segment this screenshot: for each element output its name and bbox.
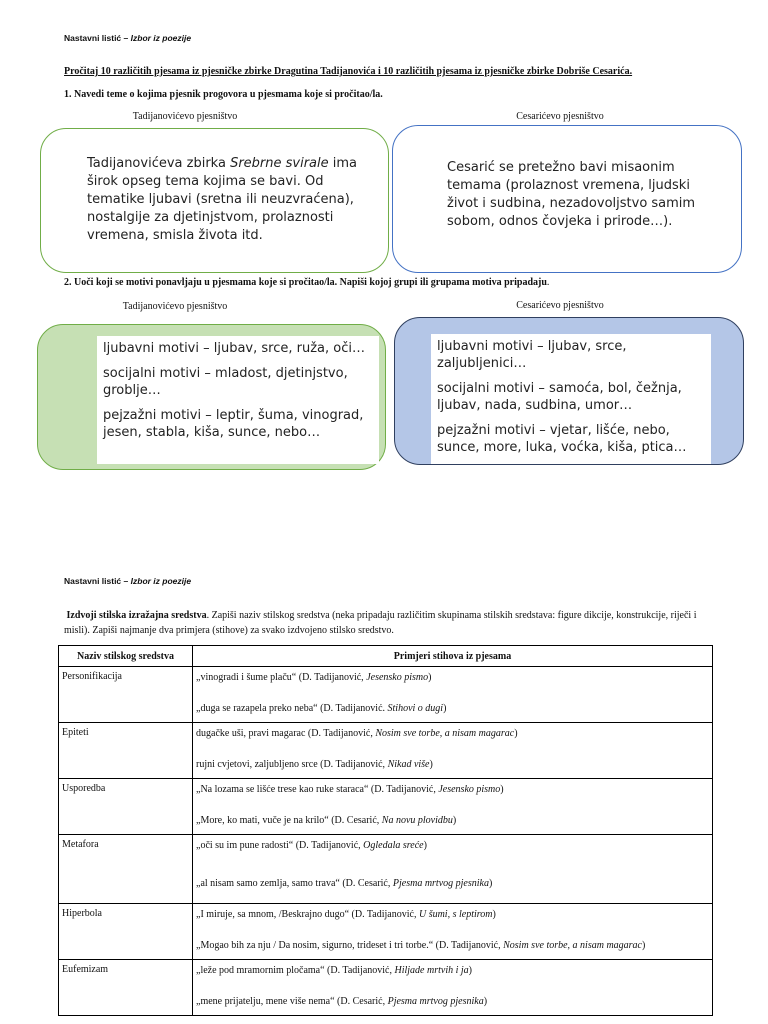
list-item: socijalni motivi – samoća, bol, čežnja, ljubav, nada, sudbina, umor… xyxy=(437,381,682,413)
page-header: Nastavni listić – Izbor iz poezije xyxy=(64,33,192,43)
table-row xyxy=(59,667,713,723)
list-item: pejzažni motivi – leptir, šuma, vinograd, jesen, stabla, kiša, sunce, nebo… xyxy=(103,408,364,440)
device-examples[interactable] xyxy=(193,779,713,835)
device-name: Personifikacija xyxy=(59,667,193,723)
device-name: Metafora xyxy=(59,835,193,904)
column-header-examples: Primjeri stihova iz pjesama xyxy=(193,646,713,667)
example-line: „vinogradi i šume plaču“ (D. Tadijanović, Jesensko pismo) xyxy=(196,672,432,683)
list-item: ljubavni motivi – ljubav, srce, ruža, oči… xyxy=(103,341,365,356)
list-item: socijalni motivi – mladost, djetinjstvo, groblje… xyxy=(103,366,348,398)
list-item: ljubavni motivi – ljubav, srce, zaljubljenici… xyxy=(437,339,627,371)
table-row xyxy=(59,779,713,835)
question-1: 1. Navedi teme o kojima pjesnik progovora u pjesmama koje si pročitao/la. xyxy=(64,89,383,100)
header-subtitle: Izbor iz poezije xyxy=(130,33,192,43)
page-2-header: Nastavni listić – Izbor iz poezije xyxy=(64,576,192,586)
device-name: Hiperbola xyxy=(59,904,193,960)
question-2: 2. Uoči koji se motivi ponavljaju u pjesmama koje si pročitao/la. Napiši kojoj grupi ili grupama motiva pripadaju. xyxy=(64,277,550,288)
q1-right-caption: Cesarićevo pjesništvo xyxy=(516,111,604,122)
q1-left-answer-box[interactable]: Tadijanovićeva zbirka Srebrne svirale ima širok opseg tema kojima se bavi. Od tematike ljubavi (sretna ili neuzvraćena), nostalgije za djetinjstvom, prolaznosti vremena, smisla života itd. xyxy=(40,128,389,273)
stylistic-devices-table xyxy=(58,645,713,1016)
table-row xyxy=(59,904,713,960)
q2-left-caption: Tadijanovićevo pjesništvo xyxy=(122,301,228,312)
intro-instruction: Pročitaj 10 različitih pjesama iz pjesničke zbirke Dragutina Tadijanovića i 10 različitih pjesama iz pjesničke zbirke Dobriše Cesarića. xyxy=(64,66,633,77)
q1-left-caption: Tadijanovićevo pjesništvo xyxy=(132,111,238,122)
example-line: „oči su im pune radosti“ (D. Tadijanović, Ogledala sreće) xyxy=(196,840,427,851)
table-header-row xyxy=(59,646,713,667)
example-line: „duga se razapela preko neba“ (D. Tadijanović. Stihovi o dugi) xyxy=(196,703,447,714)
q2-right-caption: Cesarićevo pjesništvo xyxy=(516,300,604,311)
example-line: rujni cvjetovi, zaljubljeno srce (D. Tadijanović, Nikad više) xyxy=(196,759,433,770)
q2-left-answer[interactable] xyxy=(97,336,379,464)
table-row xyxy=(59,960,713,1016)
header-subtitle: Izbor iz poezije xyxy=(130,576,192,586)
column-header-device: Naziv stilskog sredstva xyxy=(59,646,193,667)
example-line: „Mogao bih za nju / Da nosim, sigurno, trideset i tri torbe.“ (D. Tadijanović, Nosim sve torbe, a nisam magarac) xyxy=(196,940,646,951)
example-line: „leže pod mramornim pločama“ (D. Tadijanović, Hiljade mrtvih i ja) xyxy=(196,965,473,976)
example-line: „Na lozama se lišće trese kao ruke staraca“ (D. Tadijanović, Jesensko pismo) xyxy=(196,784,504,795)
example-line: „More, ko mati, vuče je na krilo“ (D. Cesarić, Na novu plovidbu) xyxy=(196,815,457,826)
device-name: Epiteti xyxy=(59,723,193,779)
example-line: „I miruje, sa mnom, /Beskrajno dugo“ (D. Tadijanović, U šumi, s leptirom) xyxy=(196,909,496,920)
example-line: „mene prijatelju, mene više nema“ (D. Cesarić, Pjesma mrtvog pjesnika) xyxy=(196,996,488,1007)
q2-right-answer[interactable] xyxy=(431,334,711,464)
example-line: „al nisam samo zemlja, samo trava“ (D. Cesarić, Pjesma mrtvog pjesnika) xyxy=(196,878,493,889)
device-name: Usporedba xyxy=(59,779,193,835)
example-line: dugačke uši, pravi magarac (D. Tadijanović, Nosim sve torbe, a nisam magarac) xyxy=(196,728,518,739)
table-row xyxy=(59,723,713,779)
device-examples[interactable] xyxy=(193,723,713,779)
device-examples[interactable] xyxy=(193,960,713,1016)
device-examples[interactable] xyxy=(193,835,713,904)
q1-right-answer-box[interactable]: Cesarić se pretežno bavi misaonim temama (prolaznost vremena, ljudski život i sudbina, nezadovoljstvo samim sobom, odnos čovjeka i prirode…). xyxy=(392,125,742,273)
list-item: pejzažni motivi – vjetar, lišće, nebo, sunce, more, luka, voćka, kiša, ptica… xyxy=(437,423,687,455)
device-examples[interactable] xyxy=(193,667,713,723)
device-examples[interactable] xyxy=(193,904,713,960)
table-row xyxy=(59,835,713,904)
stylistic-task: Izdvoji stilska izražajna sredstva. Zapiši naziv stilskog sredstva (neka pripadaju različitim skupinama stilskih sredstava: figure dikcije, konstrukcije, riječi i misli). Zapiši najmanje dva primjera (stihove) za svako izdvojeno stilsko sredstvo. xyxy=(64,610,697,636)
device-name: Eufemizam xyxy=(59,960,193,1016)
